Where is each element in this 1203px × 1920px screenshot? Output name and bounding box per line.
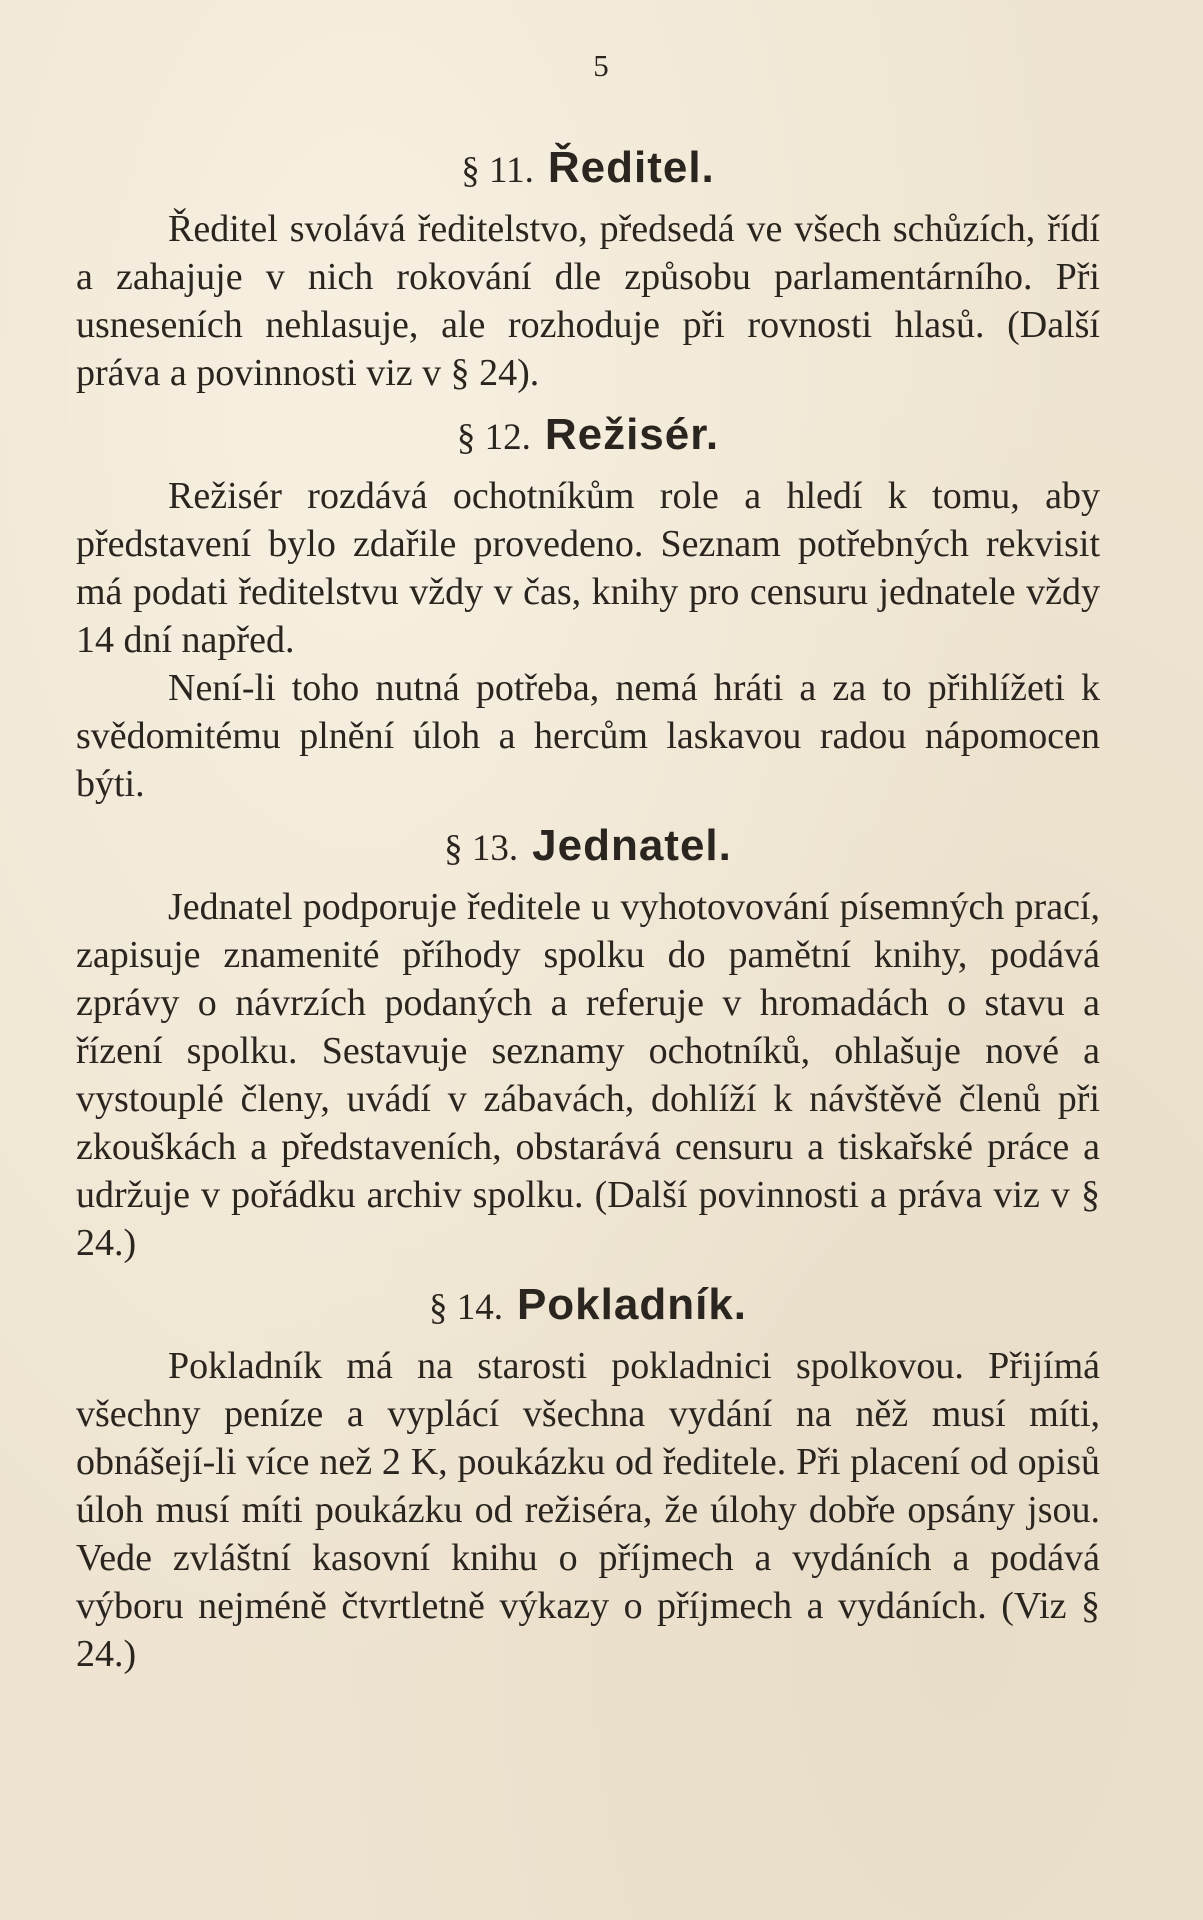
section-title: Režisér. (544, 410, 720, 459)
section-paragraph: Režisér rozdává ochotníkům role a hledí k tomu, aby představení bylo zdařile provedeno. Seznam potřebných rekvisit má podati ředitelstvu vždy v čas, knihy pro censuru jednatele vždy 14 dní napřed. (76, 475, 1100, 661)
section-paragraph: Jednatel podporuje ředitele u vyhotovování písemných prací, zapisuje znamenité příhody spolku do pamětní knihy, podává zprávy o návrzích podaných a referuje v hromadách o stavu a řízení spolku. Sestavuje seznamy ochotníků, ohlašuje nové a vystouplé členy, uvádí v zábavách, dohlíží k návštěvě členů při zkouškách a představeních, obstarává censuru a tiskařské práce a udržuje v pořádku archiv spolku. (Další povinnosti a práva viz v § 24.) (76, 886, 1100, 1264)
section-paragraph: Pokladník má na starosti pokladnici spolkovou. Přijímá všechny peníze a vyplácí všechna vydání na něž musí míti, obnášejí-li více než 2 K, poukázku od ředitele. Při placení od opisů úloh musí míti poukázku od režiséra, že úlohy dobře opsány jsou. Vede zvláštní kasovní knihu o příjmech a vydáních a podává výboru nejméně čtvrtletně výkazy o příjmech a vydáních. (Viz § 24.) (76, 1345, 1100, 1675)
section-number: § 12. (456, 417, 531, 458)
section-number: § 14. (428, 1287, 503, 1328)
section-title: Ředitel. (547, 143, 715, 192)
section-jednatel (76, 816, 1100, 1267)
section-title: Pokladník. (516, 1280, 748, 1329)
section-pokladnik (76, 1275, 1100, 1678)
section-reditel (76, 138, 1100, 397)
page-body (76, 138, 1100, 1678)
section-heading (76, 138, 1100, 205)
section-heading (76, 405, 1100, 472)
section-title: Jednatel. (532, 821, 732, 870)
section-heading (76, 816, 1100, 883)
section-heading (76, 1275, 1100, 1342)
section-number: § 13. (444, 828, 519, 869)
page-number: 5 (593, 48, 610, 83)
section-number: § 11. (461, 150, 534, 191)
section-reziser (76, 405, 1100, 808)
section-paragraph: Ředitel svolává ředitelstvo, předsedá ve všech schůzích, řídí a zahajuje v nich rokování dle způsobu parlamentárního. Při usneseních nehlasuje, ale rozhoduje při rovnosti hlasů. (Další práva a povinnosti viz v § 24). (76, 208, 1100, 394)
section-paragraph: Není-li toho nutná potřeba, nemá hráti a za to přihlížeti k svědomitému plnění úloh a hercům laskavou radou nápomocen býti. (76, 667, 1100, 805)
